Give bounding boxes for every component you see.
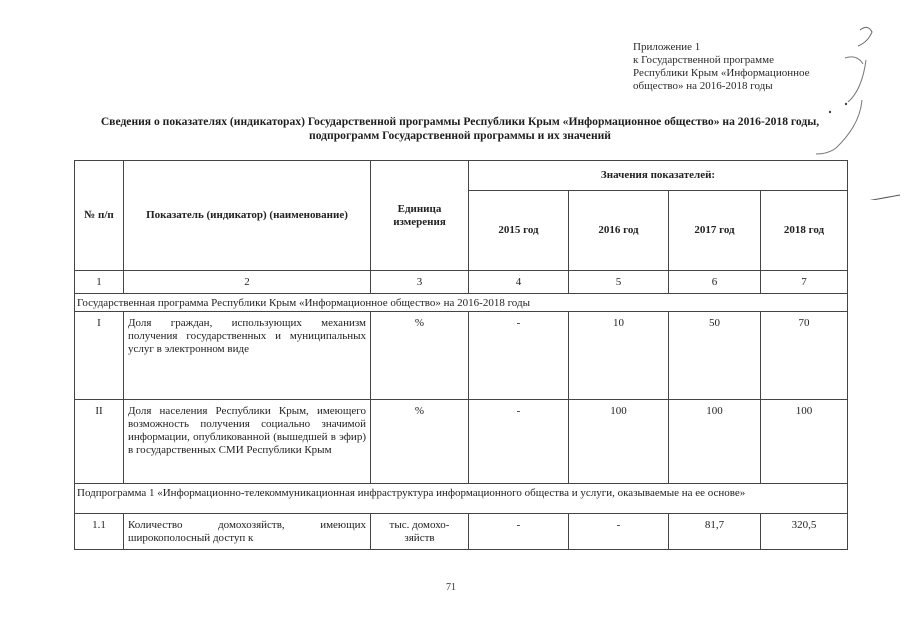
subprogram-section-row: [75, 484, 848, 514]
header-year: 2018 год: [761, 191, 848, 271]
header-unit: Единица измерения: [371, 161, 469, 271]
row-value: 81,7: [669, 514, 761, 550]
title-line-1: Сведения о показателях (индикаторах) Государственной программы Республики Крым «Информационное общество» на 2016-2018 годы,: [100, 115, 820, 128]
subprogram-title: Подпрограмма 1 «Информационно-телекоммуникационная инфраструктура информационного общества и услуги, оказываемые на ее основе»: [75, 484, 848, 514]
row-indicator-name: Доля граждан, использующих механизм получения государственных и муниципальных услуг в электронном виде: [124, 312, 371, 400]
row-value: -: [569, 514, 669, 550]
program-section-row: [75, 294, 848, 312]
annex-line: общество» на 2016-2018 годы: [633, 80, 773, 92]
row-num: II: [75, 400, 124, 484]
annex-line: Республики Крым «Информационное: [633, 67, 810, 79]
annex-block: [633, 41, 810, 93]
indicators-table: [74, 160, 848, 550]
table-row: [75, 312, 848, 400]
page-number: 71: [446, 582, 456, 593]
header-num: № п/п: [75, 161, 124, 271]
row-num: 1.1: [75, 514, 124, 550]
column-number: 1: [75, 271, 124, 294]
row-value: 50: [669, 312, 761, 400]
table-row: [75, 400, 848, 484]
header-indicator: Показатель (индикатор) (наименование): [124, 161, 371, 271]
row-value: -: [469, 514, 569, 550]
row-unit: %: [371, 400, 469, 484]
annex-line: Приложение 1: [633, 41, 701, 53]
program-title: Государственная программа Республики Крым «Информационное общество» на 2016-2018 годы: [75, 294, 848, 312]
column-number: 6: [669, 271, 761, 294]
column-number: 3: [371, 271, 469, 294]
document-title: [60, 115, 860, 143]
row-value: 320,5: [761, 514, 848, 550]
row-value: 100: [569, 400, 669, 484]
row-unit: %: [371, 312, 469, 400]
row-indicator-name: Количество домохозяйств, имеющих широкополосный доступ к: [124, 514, 371, 550]
row-value: -: [469, 312, 569, 400]
column-number: 7: [761, 271, 848, 294]
row-value: -: [469, 400, 569, 484]
header-year: 2016 год: [569, 191, 669, 271]
column-number: 2: [124, 271, 371, 294]
header-year: 2017 год: [669, 191, 761, 271]
header-row: [75, 161, 848, 191]
table-row: [75, 514, 848, 550]
row-value: 100: [669, 400, 761, 484]
row-value: 10: [569, 312, 669, 400]
title-line-2: подпрограмм Государственной программы и их значений: [309, 129, 611, 142]
row-value: 100: [761, 400, 848, 484]
row-value: 70: [761, 312, 848, 400]
row-num: I: [75, 312, 124, 400]
header-year: 2015 год: [469, 191, 569, 271]
column-number: 4: [469, 271, 569, 294]
annex-line: к Государственной программе: [633, 54, 774, 66]
column-numbers-row: [75, 271, 848, 294]
row-indicator-name: Доля населения Республики Крым, имеющего возможность получения социально значимой информации, опубликованной (вышедшей в эфир) в государственных СМИ Республики Крым: [124, 400, 371, 484]
column-number: 5: [569, 271, 669, 294]
header-values-group: Значения показателей:: [469, 161, 848, 191]
row-unit: тыс. домохо-зяйств: [371, 514, 469, 550]
